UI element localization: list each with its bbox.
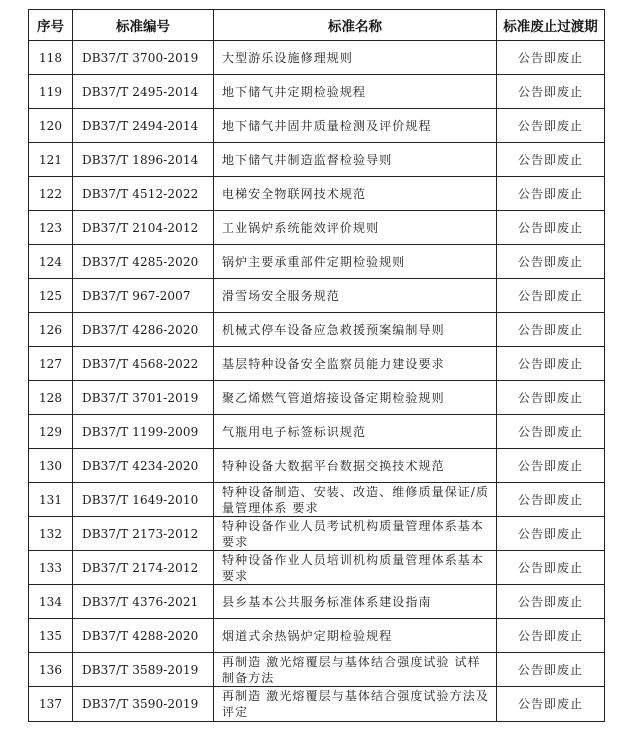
row-seq: 120 — [29, 109, 73, 143]
table-row — [29, 75, 605, 109]
row-seq: 136 — [29, 653, 73, 687]
table-row — [29, 143, 605, 177]
row-seq: 125 — [29, 279, 73, 313]
row-code: DB37/T 4286-2020 — [73, 313, 214, 347]
table-row — [29, 517, 605, 551]
row-seq: 129 — [29, 415, 73, 449]
row-status: 公告即废止 — [497, 687, 605, 722]
row-status: 公告即废止 — [497, 619, 605, 653]
row-code: DB37/T 1649-2010 — [73, 483, 214, 517]
table-row — [29, 313, 605, 347]
row-status: 公告即废止 — [497, 449, 605, 483]
header-name: 标准名称 — [214, 10, 497, 41]
row-name: 烟道式余热锅炉定期检验规程 — [214, 619, 497, 653]
row-code: DB37/T 3590-2019 — [73, 687, 214, 722]
row-seq: 132 — [29, 517, 73, 551]
table-row — [29, 415, 605, 449]
row-code: DB37/T 4285-2020 — [73, 245, 214, 279]
row-status: 公告即废止 — [497, 347, 605, 381]
row-name: 特种设备作业人员培训机构质量管理体系基本要求 — [214, 551, 497, 585]
row-code: DB37/T 2494-2014 — [73, 109, 214, 143]
header-code: 标准编号 — [73, 10, 214, 41]
row-code: DB37/T 2173-2012 — [73, 517, 214, 551]
row-status: 公告即废止 — [497, 109, 605, 143]
row-name: 滑雪场安全服务规范 — [214, 279, 497, 313]
row-code: DB37/T 4234-2020 — [73, 449, 214, 483]
row-seq: 131 — [29, 483, 73, 517]
table-row — [29, 483, 605, 517]
row-status: 公告即废止 — [497, 585, 605, 619]
row-status: 公告即废止 — [497, 653, 605, 687]
table-row — [29, 619, 605, 653]
table-row — [29, 41, 605, 75]
row-seq: 133 — [29, 551, 73, 585]
table-row — [29, 381, 605, 415]
row-status: 公告即废止 — [497, 177, 605, 211]
row-code: DB37/T 4288-2020 — [73, 619, 214, 653]
row-code: DB37/T 2495-2014 — [73, 75, 214, 109]
row-name: 地下储气井制造监督检验导则 — [214, 143, 497, 177]
table-header-row — [29, 10, 605, 41]
row-name: 聚乙烯燃气管道熔接设备定期检验规则 — [214, 381, 497, 415]
table-row — [29, 347, 605, 381]
row-status: 公告即废止 — [497, 517, 605, 551]
row-code: DB37/T 1896-2014 — [73, 143, 214, 177]
row-seq: 127 — [29, 347, 73, 381]
row-code: DB37/T 3700-2019 — [73, 41, 214, 75]
table-row — [29, 109, 605, 143]
row-seq: 119 — [29, 75, 73, 109]
table-row — [29, 585, 605, 619]
row-status: 公告即废止 — [497, 381, 605, 415]
row-code: DB37/T 4376-2021 — [73, 585, 214, 619]
row-name: 再制造 激光熔覆层与基体结合强度试验 试样制备方法 — [214, 653, 497, 687]
row-seq: 118 — [29, 41, 73, 75]
row-name: 再制造 激光熔覆层与基体结合强度试验方法及评定 — [214, 687, 497, 722]
row-seq: 126 — [29, 313, 73, 347]
row-status: 公告即废止 — [497, 313, 605, 347]
row-name: 县乡基本公共服务标准体系建设指南 — [214, 585, 497, 619]
row-seq: 123 — [29, 211, 73, 245]
row-status: 公告即废止 — [497, 279, 605, 313]
row-name: 地下储气井定期检验规程 — [214, 75, 497, 109]
row-seq: 124 — [29, 245, 73, 279]
row-seq: 130 — [29, 449, 73, 483]
row-status: 公告即废止 — [497, 483, 605, 517]
table-row — [29, 211, 605, 245]
row-name: 大型游乐设施修理规则 — [214, 41, 497, 75]
row-status: 公告即废止 — [497, 143, 605, 177]
row-status: 公告即废止 — [497, 551, 605, 585]
header-transition: 标准废止过渡期 — [497, 10, 605, 41]
row-name: 特种设备制造、安装、改造、维修质量保证/质量管理体系 要求 — [214, 483, 497, 517]
row-seq: 122 — [29, 177, 73, 211]
row-code: DB37/T 2174-2012 — [73, 551, 214, 585]
table-row — [29, 279, 605, 313]
table-row — [29, 245, 605, 279]
table-row — [29, 687, 605, 722]
row-code: DB37/T 1199-2009 — [73, 415, 214, 449]
standards-table — [28, 9, 605, 722]
row-name: 地下储气井固井质量检测及评价规程 — [214, 109, 497, 143]
row-status: 公告即废止 — [497, 245, 605, 279]
row-seq: 134 — [29, 585, 73, 619]
standards-table-container — [28, 9, 605, 722]
row-code: DB37/T 3589-2019 — [73, 653, 214, 687]
table-row — [29, 449, 605, 483]
row-name: 锅炉主要承重部件定期检验规则 — [214, 245, 497, 279]
row-status: 公告即废止 — [497, 75, 605, 109]
row-code: DB37/T 4568-2022 — [73, 347, 214, 381]
row-seq: 137 — [29, 687, 73, 722]
table-row — [29, 551, 605, 585]
table-body — [29, 41, 605, 722]
row-seq: 135 — [29, 619, 73, 653]
table-row — [29, 177, 605, 211]
row-name: 电梯安全物联网技术规范 — [214, 177, 497, 211]
row-code: DB37/T 2104-2012 — [73, 211, 214, 245]
row-status: 公告即废止 — [497, 211, 605, 245]
row-code: DB37/T 4512-2022 — [73, 177, 214, 211]
row-name: 气瓶用电子标签标识规范 — [214, 415, 497, 449]
row-name: 特种设备作业人员考试机构质量管理体系基本要求 — [214, 517, 497, 551]
row-seq: 121 — [29, 143, 73, 177]
row-name: 基层特种设备安全监察员能力建设要求 — [214, 347, 497, 381]
row-name: 特种设备大数据平台数据交换技术规范 — [214, 449, 497, 483]
row-name: 机械式停车设备应急救援预案编制导则 — [214, 313, 497, 347]
header-seq: 序号 — [29, 10, 73, 41]
row-name: 工业锅炉系统能效评价规则 — [214, 211, 497, 245]
row-status: 公告即废止 — [497, 41, 605, 75]
row-seq: 128 — [29, 381, 73, 415]
row-status: 公告即废止 — [497, 415, 605, 449]
row-code: DB37/T 3701-2019 — [73, 381, 214, 415]
row-code: DB37/T 967-2007 — [73, 279, 214, 313]
table-row — [29, 653, 605, 687]
